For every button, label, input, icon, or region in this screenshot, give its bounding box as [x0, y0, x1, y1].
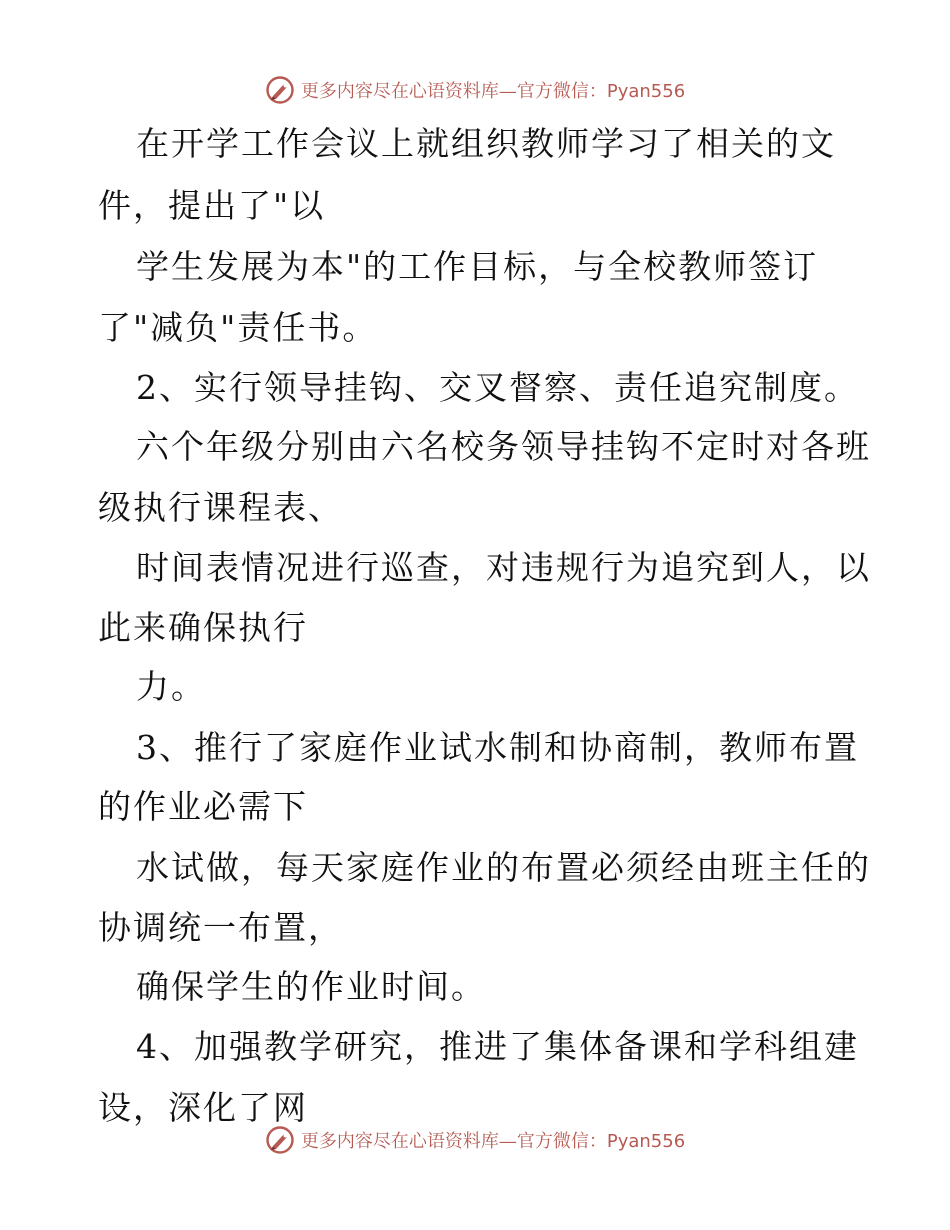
watermark-text [301, 77, 685, 103]
paragraph-line: 4、加强教学研究，推进了集体备课和学科组建 [136, 1027, 859, 1066]
watermark-contact: 官方微信：Pyan556 [516, 1131, 686, 1152]
watermark-label: 更多内容尽在心语资料库— [300, 81, 517, 102]
footer-watermark [0, 1122, 950, 1158]
paragraph-line: 2、实行领导挂钩、交叉督察、责任追究制度。 [136, 368, 859, 407]
paragraph-line: 水试做，每天家庭作业的布置必须经由班主任的 [136, 848, 871, 887]
header-watermark [0, 72, 950, 108]
paragraph-line: 确保学生的作业时间。 [136, 967, 486, 1006]
paragraph-line: 协调统一布置， [98, 908, 343, 947]
paragraph-line: 设，深化了网 [98, 1088, 308, 1127]
paragraph-line: 力。 [136, 667, 206, 706]
paragraph-line: 的作业必需下 [98, 787, 308, 826]
paragraph-line: 3、推行了家庭作业试水制和协商制，教师布置 [136, 728, 859, 767]
paragraph-line: 级执行课程表、 [98, 488, 343, 527]
paragraph-line: 六个年级分别由六名校务领导挂钩不定时对各班 [136, 427, 871, 466]
paragraph-line: 学生发展为本"的工作目标，与全校教师签订 [136, 247, 819, 286]
watermark-text [301, 1127, 685, 1153]
pen-logo-icon [265, 75, 295, 105]
pen-logo-icon [265, 1125, 295, 1155]
watermark-label: 更多内容尽在心语资料库— [300, 1131, 517, 1152]
paragraph-line: 件，提出了"以 [98, 186, 326, 225]
paragraph-line: 在开学工作会议上就组织教师学习了相关的文 [136, 124, 836, 163]
paragraph-line: 此来确保执行 [98, 608, 308, 647]
paragraph-line: 了"减负"责任书。 [98, 308, 378, 347]
watermark-contact: 官方微信：Pyan556 [516, 81, 686, 102]
paragraph-line: 时间表情况进行巡查，对违规行为追究到人，以 [136, 548, 871, 587]
